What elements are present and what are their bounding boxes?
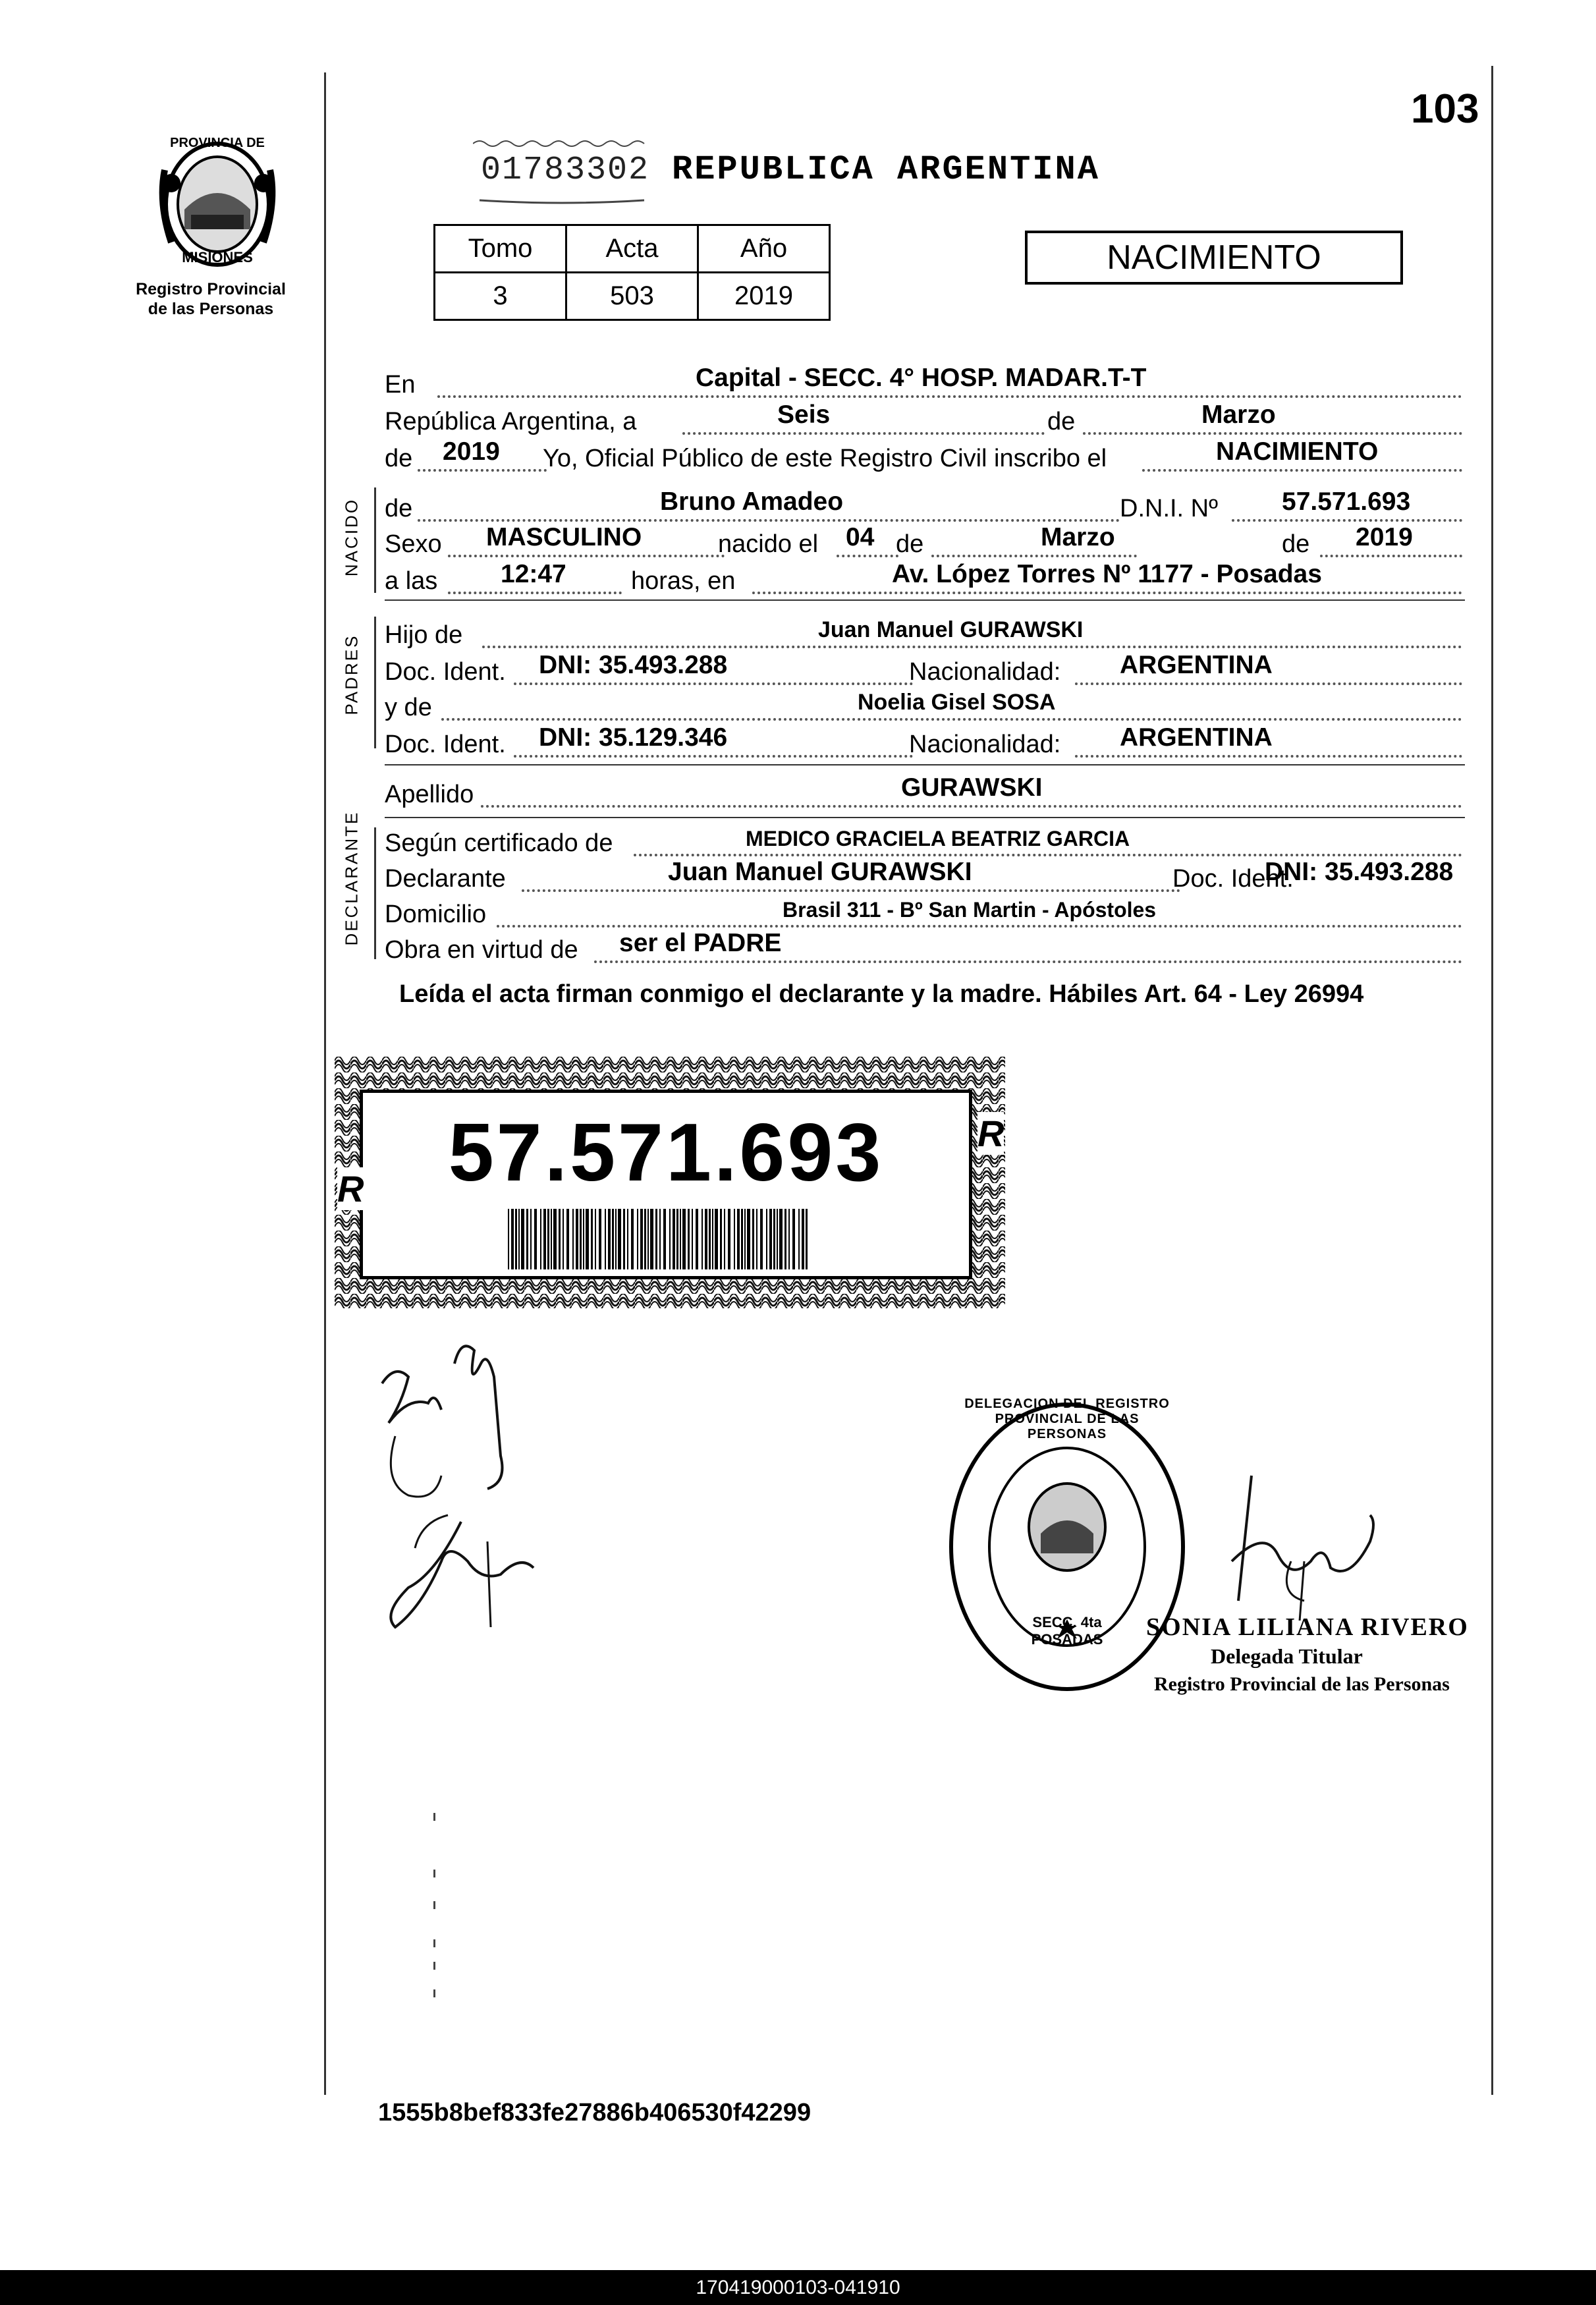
barcode-bar [760,1209,763,1269]
barcode-bar [640,1209,643,1269]
birth-place: Av. López Torres Nº 1177 - Posadas [892,560,1322,588]
footer-code: 170419000103-041910 [696,2276,900,2298]
seal-bottom-text: MISIONES [182,249,253,265]
barcode-bar [591,1209,593,1269]
de-label: de [385,445,413,472]
barcode-bar [756,1209,757,1269]
row-mother-doc [385,721,1465,762]
barcode-bar [566,1209,569,1269]
barcode-bar [676,1209,678,1269]
officer-name: SONIA LILIANA RIVERO [1146,1613,1469,1641]
barcode-bar [627,1209,628,1269]
barcode-bar [744,1209,746,1269]
mother-doc: DNI: 35.129.346 [539,723,728,752]
document-hash: 1555b8bef833fe27886b406530f42299 [378,2099,812,2126]
barcode-bar [734,1209,735,1269]
barcode-bar [526,1209,528,1269]
row-father [385,611,1465,652]
domicilio-label: Domicilio [385,901,487,928]
barcode-bar [518,1209,520,1269]
sticker-corner-letter-right: R [977,1113,1004,1154]
inscription-type: NACIMIENTO [1216,437,1379,466]
declarante-bracket [374,827,376,959]
dotted-line [1075,755,1462,758]
office-seal-inner-text: SECC. 4ta POSADAS [1031,1614,1103,1648]
barcode-bar [692,1209,693,1269]
margin-tick [433,1939,435,1947]
doc-label: Doc. Ident. [385,658,506,686]
barcode-bar [659,1209,661,1269]
en-label: En [385,371,416,399]
officer-title: Delegada Titular [1211,1644,1363,1668]
registration-table [433,224,831,321]
barcode-bar [540,1209,541,1269]
barcode-bar [715,1209,718,1269]
row-surname [385,771,1465,812]
birth-year: 2019 [1356,523,1413,551]
barcode-bar [788,1209,790,1269]
obra-label: Obra en virtud de [385,936,578,964]
dotted-line [752,592,1462,594]
barcode-bar [777,1209,778,1269]
margin-tick [433,1901,435,1909]
barcode-bar [576,1209,578,1269]
right-margin-line [1491,66,1493,2095]
nacido-label: nacido el [718,530,819,558]
dni-sticker [335,1057,1005,1308]
page-number: 103 [1411,86,1479,132]
registration-header-row [435,225,830,273]
barcode-bar [747,1209,750,1269]
barcode-bar [521,1209,524,1269]
section-divider [385,599,1465,601]
margin-tick [433,1870,435,1877]
acta-value: 503 [566,273,698,320]
barcode-bar [705,1209,707,1269]
dotted-line [514,755,913,758]
birth-month: Marzo [1041,523,1115,551]
barcode-bar [802,1209,804,1269]
barcode-bar [650,1209,653,1269]
apellido-label: Apellido [385,781,474,808]
anio-header: Año [698,225,830,273]
registry-label [105,279,316,319]
barcode-bar [784,1209,786,1269]
mother-nationality: ARGENTINA [1120,723,1273,752]
nacionalidad-label: Nacionalidad: [909,731,1061,758]
barcode-bar [599,1209,601,1269]
barcode-bar [702,1209,703,1269]
country-title: REPUBLICA ARGENTINA [672,150,1100,189]
serial-decoration-top [473,138,651,148]
barcode-bar [680,1209,681,1269]
barcode-bar [553,1209,557,1269]
row-sex [385,520,1465,561]
barcode-bar [618,1209,621,1269]
dotted-line [418,469,547,472]
de-label: de [1282,530,1310,558]
cert-label: Según certificado de [385,829,613,857]
barcode-bar [792,1209,795,1269]
father-nationality: ARGENTINA [1120,651,1273,679]
officer-signature [1225,1449,1396,1621]
act-type-box: NACIMIENTO [1025,231,1403,285]
barcode-bar [728,1209,730,1269]
republic-label: República Argentina, a [385,408,637,435]
anio-value: 2019 [698,273,830,320]
row-address [385,891,1465,931]
barcode-bar [724,1209,725,1269]
barcode-bar [637,1209,638,1269]
barcode-bar [737,1209,740,1269]
row-father-doc [385,648,1465,689]
sticker-number: 57.571.693 [448,1107,884,1198]
dotted-line [1142,469,1462,472]
barcode-bar [669,1209,671,1269]
child-name: Bruno Amadeo [660,487,844,516]
certificate-value: MEDICO GRACIELA BEATRIZ GARCIA [746,827,1130,850]
nacionalidad-label: Nacionalidad: [909,658,1061,686]
officer-text: Yo, Oficial Público de este Registro Civil inscribo el [543,445,1107,472]
nacido-bracket [374,487,376,593]
margin-tick [433,1989,435,1997]
footer-code-bar [0,2270,1596,2305]
row-capacity [385,926,1465,967]
mother-name: Noelia Gisel SOSA [858,690,1056,715]
dotted-line [448,592,622,594]
serial-number: 01783302 [481,152,650,189]
officer-organization: Registro Provincial de las Personas [1154,1673,1450,1695]
horas-label: horas, en [631,567,736,595]
barcode-bar [615,1209,617,1269]
barcode-bar [595,1209,596,1269]
sticker-panel [360,1090,972,1279]
nacido-side-label: NACIDO [341,497,362,577]
declarant-signatures [369,1324,586,1647]
registration-value-row [435,273,830,320]
barcode-bar [580,1209,582,1269]
father-name: Juan Manuel GURAWSKI [818,617,1084,642]
serial-decoration-bottom [473,196,651,204]
dni-label: D.N.I. Nº [1120,495,1218,522]
de-label: de [385,495,413,522]
year-value: 2019 [443,437,500,466]
child-dni: 57.571.693 [1282,487,1411,516]
barcode-bar [608,1209,611,1269]
barcode-bar [696,1209,698,1269]
dotted-line [481,805,1462,808]
barcode-bar [766,1209,767,1269]
barcode-bar [798,1209,800,1269]
acta-header: Acta [566,225,698,273]
registry-label-line2: de las Personas [148,300,274,318]
month-value: Marzo [1201,401,1276,429]
capacity-value: ser el PADRE [619,929,782,957]
barcode-bar [559,1209,561,1269]
barcode-bar [663,1209,666,1269]
declarant-name: Juan Manuel GURAWSKI [668,858,972,886]
doc-label: Doc. Ident. [385,731,506,758]
section-divider [385,817,1465,818]
left-margin-line [324,72,326,2095]
barcode-bar [551,1209,552,1269]
birth-day: 04 [846,523,875,551]
barcode-bar [547,1209,549,1269]
padres-bracket [374,617,376,748]
declarante-label: Declarante [385,865,506,893]
y-de-label: y de [385,694,432,721]
barcode-bar [712,1209,713,1269]
barcode-bar [752,1209,754,1269]
barcode-bar [612,1209,614,1269]
barcode-bar [769,1209,772,1269]
hijo-label: Hijo de [385,621,463,649]
seal-top-text: PROVINCIA DE [170,136,265,150]
day-value: Seis [777,401,831,429]
row-date [385,398,1465,439]
barcode-bar [631,1209,634,1269]
barcode-bar [563,1209,564,1269]
tomo-value: 3 [435,273,566,320]
barcode-bar [655,1209,657,1269]
barcode-bar [511,1209,514,1269]
barcode-bar [682,1209,686,1269]
dotted-line [594,960,1462,963]
tomo-header: Tomo [435,225,566,273]
address-value: Brasil 311 - Bº San Martin - Apóstoles [783,898,1157,922]
row-place [385,361,1465,402]
sexo-label: Sexo [385,530,442,558]
sticker-corner-letter-left: R [337,1168,364,1209]
barcode-bar [741,1209,743,1269]
place-value: Capital - SECC. 4° HOSP. MADAR.T-T [696,364,1147,392]
row-name [385,485,1465,526]
barcode-bar [508,1209,509,1269]
barcode-bar [586,1209,589,1269]
row-declarant [385,855,1465,896]
barcode-bar [806,1209,808,1269]
row-mother [385,684,1465,725]
row-time [385,557,1465,598]
barcode-bar [583,1209,584,1269]
margin-tick [433,1962,435,1970]
a-las-label: a las [385,567,438,595]
barcode-bar [779,1209,783,1269]
barcode-bar [688,1209,690,1269]
row-certificate [385,819,1465,860]
sex-value: MASCULINO [486,523,642,551]
barcode-bar [515,1209,517,1269]
registry-label-line1: Registro Provincial [136,280,286,298]
barcode-bar [605,1209,606,1269]
row-year [385,435,1465,476]
padres-side-label: PADRES [341,634,362,715]
barcode-bar [572,1209,574,1269]
barcode-bar [673,1209,675,1269]
doc-label: Doc. Ident. [1172,865,1294,893]
section-divider [385,764,1465,765]
office-seal-ring-text: DELEGACION DEL REGISTRO PROVINCIAL DE LAS PERSONAS [964,1397,1170,1441]
barcode-bar [720,1209,722,1269]
barcode-icon [508,1209,811,1269]
birth-time: 12:47 [501,560,566,588]
father-doc: DNI: 35.493.288 [539,651,728,679]
declarant-doc: DNI: 35.493.288 [1265,858,1454,886]
barcode-bar [623,1209,625,1269]
barcode-bar [543,1209,546,1269]
surname-value: GURAWSKI [901,773,1043,802]
barcode-bar [530,1209,532,1269]
barcode-bar [647,1209,649,1269]
de-label: de [1047,408,1076,435]
barcode-bar [773,1209,775,1269]
barcode-bar [644,1209,646,1269]
de-label: de [896,530,924,558]
margin-tick [433,1813,435,1821]
declarante-side-label: DECLARANTE [341,810,362,946]
closing-note: Leída el acta firman conmigo el declarante y la madre. Hábiles Art. 64 - Ley 26994 [399,980,1364,1008]
barcode-bar [534,1209,537,1269]
barcode-bar [709,1209,711,1269]
